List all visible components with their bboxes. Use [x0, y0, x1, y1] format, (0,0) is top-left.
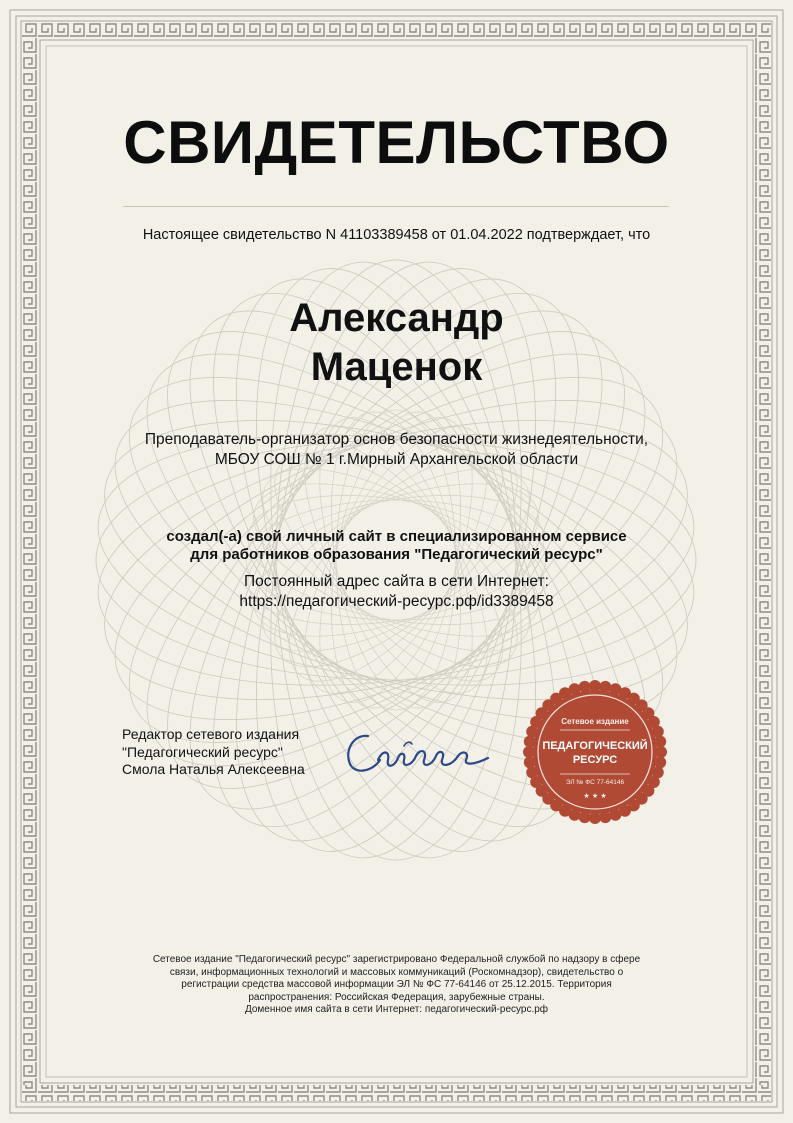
site-address-url: https://педагогический-ресурс.рф/id3389458	[239, 593, 554, 610]
achievement-line-1: создал(-а) свой личный сайт в специализированном сервисе	[166, 528, 627, 545]
footer-line-1: Сетевое издание "Педагогический ресурс" зарегистрировано Федеральной службой по надзору в сфере	[152, 954, 641, 965]
stamp-stars: ★ ★ ★	[583, 792, 607, 800]
position-line-2: МБОУ СОШ № 1 г.Мирный Архангельской области	[214, 451, 579, 468]
stamp-line-1: ПЕДАГОГИЧЕСКИЙ	[542, 740, 648, 752]
editor-line-1: Редактор сетевого издания	[122, 726, 300, 742]
footer-line-3: регистрации средства массовой информации ЭЛ № ФС 77-64146 от 25.12.2015. Территория	[181, 979, 612, 991]
title-divider	[123, 206, 669, 207]
position-line-1: Преподаватель-организатор основ безопасности жизнедеятельности,	[144, 431, 649, 448]
recipient-position	[0, 430, 793, 470]
recipient-last-name: Маценок	[310, 345, 483, 389]
certificate-title: СВИДЕТЕЛЬСТВО	[123, 109, 670, 176]
stamp-line-2: РЕСУРС	[572, 754, 618, 766]
site-address-label: Постоянный адрес сайта в сети Интернет:	[244, 573, 549, 590]
stamp-top-text: Сетевое издание	[561, 717, 629, 726]
registration-footer	[0, 954, 793, 1017]
stamp-registration: ЭЛ № ФС 77-64146	[565, 779, 625, 786]
footer-line-2: связи, информационных технологий и массовых коммуникаций (Роскомнадзор), свидетельство о	[169, 966, 624, 978]
publication-stamp	[520, 677, 670, 827]
achievement-line-2: для работников образования "Педагогический ресурс"	[190, 546, 603, 563]
editor-line-2: "Педагогический ресурс"	[122, 743, 283, 760]
editor-name: Смола Наталья Алексеевна	[122, 761, 305, 777]
recipient-first-name: Александр	[289, 296, 504, 340]
footer-line-5: Доменное имя сайта в сети Интернет: педагогический-ресурс.рф	[244, 1004, 549, 1016]
recipient-name	[0, 294, 793, 392]
footer-line-4: распространения: Российская Федерация, зарубежные страны.	[248, 991, 545, 1003]
certificate-intro: Настоящее свидетельство N 41103389458 от 01.04.2022 подтверждает, что	[142, 227, 651, 243]
editor-block	[122, 726, 305, 779]
achievement-text	[0, 528, 793, 564]
editor-signature	[340, 724, 500, 780]
site-address	[0, 572, 793, 612]
